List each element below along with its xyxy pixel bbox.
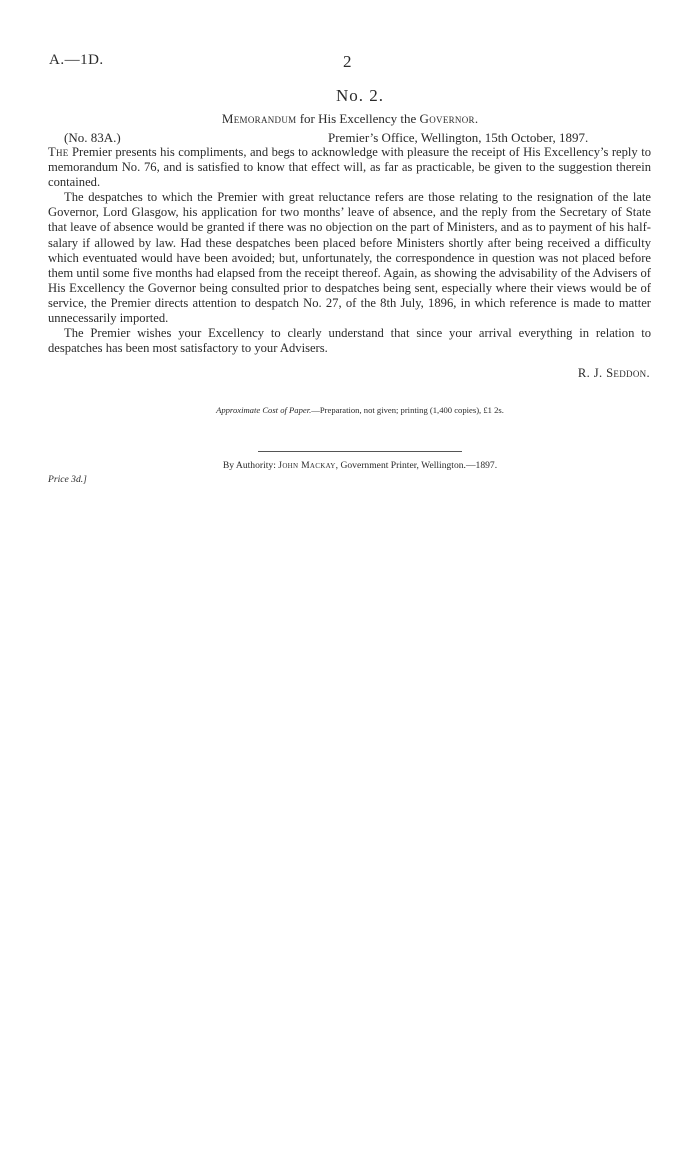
paragraph-1-text: Premier presents his compliments, and begs to acknowledge with pleasure the receipt of His Excellency’s reply to memorandum No. 76, and is satisfied to know that effect will, as far as practicable, be given to the suggestion therein contained.	[48, 145, 651, 190]
printer-authority-line	[0, 460, 700, 471]
cost-label: Approximate Cost of Paper.	[216, 405, 312, 415]
document-number: No. 2.	[335, 86, 385, 105]
memo-reference-number: (No. 83A.)	[64, 130, 121, 145]
paragraph-1-lead: The	[48, 145, 69, 159]
page-number: 2	[343, 52, 352, 71]
signature-suffix: .	[646, 366, 650, 380]
memo-title-prefix: Memorandum	[221, 111, 297, 126]
authority-suffix: , Government Printer, Wellington.—1897.	[335, 460, 498, 471]
cost-text: —Preparation, not given; printing (1,400 copies), £1 2s.	[311, 405, 504, 415]
price-note: Price 3d.]	[48, 474, 87, 485]
paragraph-3: The Premier wishes your Excellency to clearly understand that since your arrival everything in relation to despatches has been most satisfactory to your Advisers.	[48, 326, 651, 356]
memo-title	[0, 111, 700, 127]
signature-name: Seddon	[606, 366, 647, 380]
authority-prefix: By Authority:	[222, 460, 279, 471]
memo-title-suffix: .	[474, 111, 479, 126]
footer-divider	[258, 451, 462, 452]
page-reference: A.—1D.	[49, 52, 104, 68]
place-and-date: Premier’s Office, Wellington, 15th October, 1897.	[328, 130, 589, 145]
paragraph-1	[48, 145, 651, 190]
signature	[578, 366, 650, 381]
memo-body	[48, 145, 651, 356]
memo-title-middle: for His Excellency the	[296, 111, 420, 126]
signature-initials: R. J.	[577, 366, 607, 380]
memo-title-addressee: Governor	[419, 111, 475, 126]
authority-name: John Mackay	[278, 460, 336, 471]
paragraph-2: The despatches to which the Premier with great reluctance refers are those relating to the resignation of the late Governor, Lord Glasgow, his application for two months’ leave of absence, and the reply from the Secretary of State that leave of absence would be granted if there was no objection on the part of Ministers, and as to payment of his half-salary if allowed by law. Had these despatches been placed before Ministers shortly after being received a difficulty which eventuated would have been avoided; but, unfortunately, the correspondence in question was not placed before them until some five months had elapsed from the receipt thereof. Again, as showing the advisability of the Advisers of His Excellency the Governor being consulted prior to despatches being sent, especially where their views would be of service, the Premier directs attention to despatch No. 27, of the 8th July, 1896, in which reference is made to matter unnecessarily imported.	[48, 190, 651, 326]
cost-of-paper-note	[0, 405, 700, 415]
